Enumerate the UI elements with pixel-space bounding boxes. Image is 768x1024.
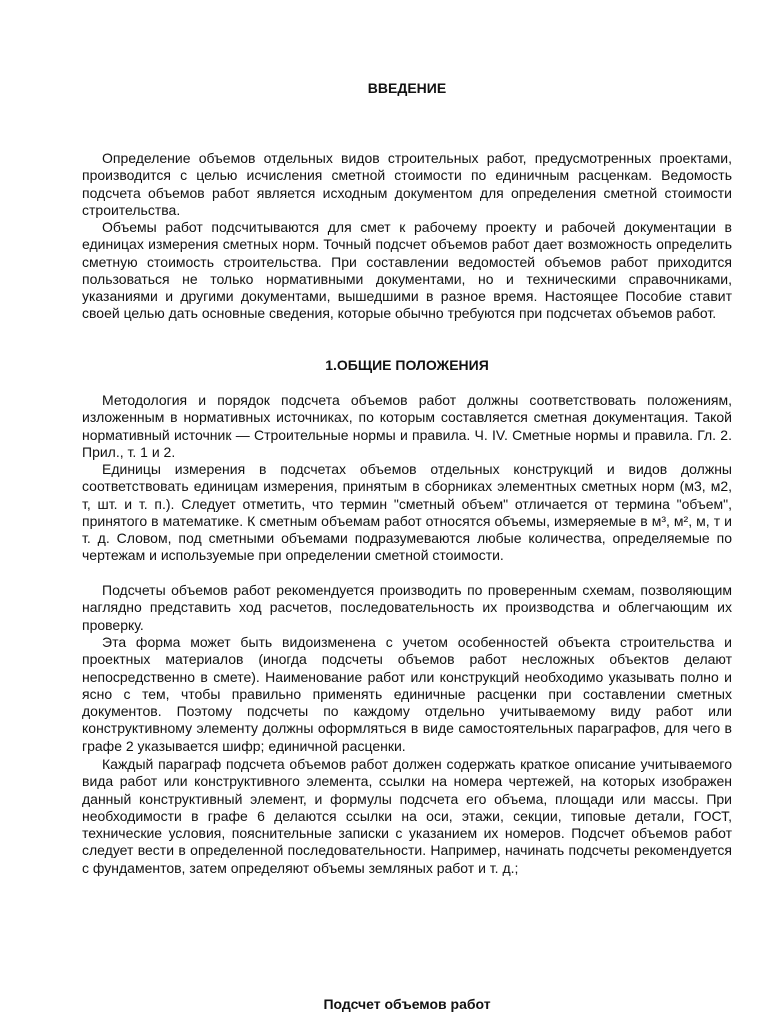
footer-title: Подсчет объемов работ — [323, 996, 491, 1012]
intro-paragraph-2: Объемы работ подсчитываются для смет к рабочему проекту и рабочей документации в единицах измерения сметных норм. Точный подсчет объемов работ дает возможность определить сметную стоимость строительства. При составлении ведомостей объемов работ приходится пользоваться не только нормативными документами, но и техническими справочниками, указаниями и другими документами, вышедшими в разное время. Настоящее Пособие ставит своей целью дать основные сведения, которые обычно требуются при подсчетах объемов работ. — [82, 219, 732, 322]
section-1-paragraph-5: Каждый параграф подсчета объемов работ должен содержать краткое описание учитываемого вида работ или конструктивного элемента, ссылки на номера чертежей, на которых изображен данный конструктивный элемент, и формулы подсчета его объема, площади или массы. При необходимости в графе 6 делаются ссылки на оси, этажи, секции, типовые детали, ГОСТ, технические условия, пояснительные записки с указанием их номеров. Подсчет объемов работ следует вести в определенной последовательности. Например, начинать подсчеты рекомендуется с фундаментов, затем определяют объемы земляных работ и т. д.; — [82, 756, 732, 876]
section-1-paragraph-4: Эта форма может быть видоизменена с учетом особенностей объекта строительства и проектных материалов (иногда подсчеты объемов работ несложных объектов делают непосредственно в смете). Наименование работ или конструкций необходимо указывать полно и ясно с тем, чтобы правильно применять единичные расценки при составлении сметных документов. Поэтому подсчеты по каждому отдельно учитываемому виду работ или конструктивному элементу должны оформляться в виде самостоятельных параграфов, для чего в графе 2 указывается шифр; единичной расценки. — [82, 634, 732, 754]
intro-paragraph-1: Определение объемов отдельных видов строительных работ, предусмотренных проектами, производится с целью исчисления сметной стоимости по единичным расценкам. Ведомость подсчета объемов работ является исходным документом для определения сметной стоимости строительства. — [82, 150, 732, 218]
intro-heading: ВВЕДЕНИЕ — [367, 80, 447, 96]
section-1-paragraph-1: Методология и порядок подсчета объемов работ должны соответствовать положениям, изложенным в нормативных источниках, по которым составляется сметная документация. Такой нормативный источник — Строительные нормы и правила. Ч. IV. Сметные нормы и правила. Гл. 2. Прил., т. 1 и 2. — [82, 392, 732, 460]
section-1-paragraph-2: Единицы измерения в подсчетах объемов отдельных конструкций и видов должны соответствовать единицам измерения, принятым в сборниках элементных сметных норм (м3, м2, т, шт. и т. п.). Следует отметить, что термин "сметный объем" отличается от термина "объем", принятого в математике. К сметным объемам работ относятся объемы, измеряемые в м³, м², м, т и т. д. Словом, под сметными объемами подразумеваются любые количества, определяемые по чертежам и используемые при определении сметной стоимости. — [82, 461, 732, 564]
section-1-paragraph-3: Подсчеты объемов работ рекомендуется производить по проверенным схемам, позволяющим наглядно представить ход расчетов, последовательность их производства и облегчающим их проверку. — [82, 582, 732, 633]
section-1-heading: 1.ОБЩИЕ ПОЛОЖЕНИЯ — [325, 357, 489, 373]
